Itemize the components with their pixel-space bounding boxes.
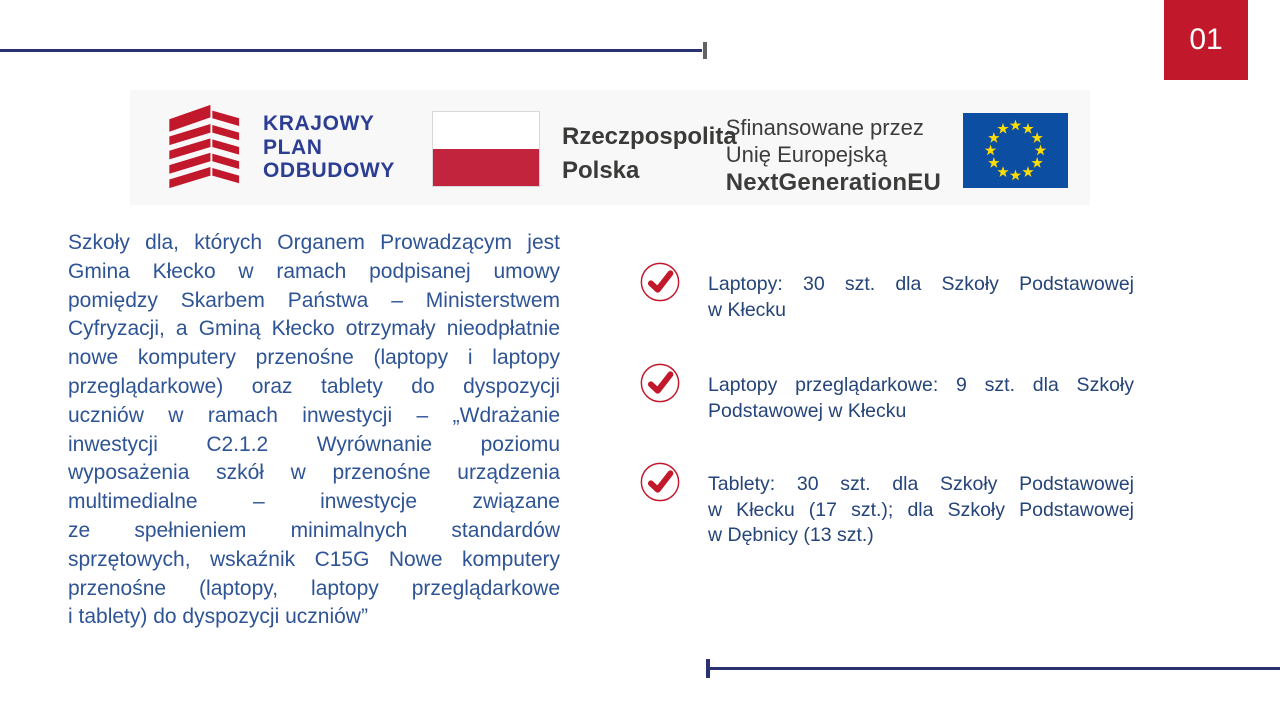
page-number-badge	[1164, 0, 1248, 80]
text-line: ze spełnieniem minimalnych standardów	[68, 518, 560, 542]
text-line: przeglądarkowe) oraz tablety do dyspozycji	[68, 374, 560, 398]
list-item	[640, 262, 1134, 323]
text-line: multimedialne – inwestycje związane	[68, 490, 560, 514]
text-line: w Kłecku	[708, 298, 787, 321]
bullet-list	[640, 262, 1134, 562]
text-line: i tablety) do dyspozycji uczniów”	[68, 605, 368, 629]
poland-label	[562, 111, 737, 188]
top-rule-line	[0, 49, 702, 52]
top-rule-end-tick	[703, 42, 707, 59]
kpo-building-icon	[155, 98, 241, 195]
text-line: Unię Europejską	[725, 142, 888, 167]
text-line: Polska	[562, 157, 640, 184]
text-line: Laptopy: 30 szt. dla Szkoły Podstawowej	[708, 273, 1134, 295]
text-line: wyposażenia szkół w przenośne urządzenia	[68, 461, 560, 485]
list-item	[640, 363, 1134, 424]
check-circle-icon	[640, 462, 680, 502]
list-item	[640, 462, 1134, 549]
text-line: Cyfryzacji, a Gminą Kłecko otrzymały nieodpłatnie	[68, 317, 560, 341]
body-paragraph	[68, 229, 560, 632]
text-line: uczniów w ramach inwestycji – „Wdrażanie	[68, 403, 560, 427]
text-line: w Kłecku (17 szt.); dla Szkoły Podstawowej	[708, 498, 1134, 521]
text-line: ODBUDOWY	[263, 159, 395, 182]
kpo-logo	[155, 98, 395, 195]
eu-funding-lines	[726, 114, 941, 168]
text-line: Podstawowej w Kłecku	[708, 399, 907, 422]
bottom-rule-line	[709, 667, 1280, 670]
text-line: w Dębnicy (13 szt.)	[708, 524, 874, 546]
check-circle-icon	[640, 363, 680, 403]
text-line: sprzętowych, wskaźnik C15G Nowe komputery	[68, 547, 560, 571]
bullet-text	[708, 272, 1134, 323]
text-line: PLAN	[263, 135, 323, 159]
text-line: Szkoły dla, których Organem Prowadzącym jest	[68, 231, 560, 254]
logo-banner	[130, 90, 1090, 205]
text-line: nowe komputery przenośne (laptopy i laptopy	[68, 346, 560, 370]
text-line: przenośne (laptopy, laptopy przeglądarkowe	[68, 576, 560, 600]
eu-program-name: NextGenerationEU	[725, 169, 941, 196]
eu-flag-icon	[963, 113, 1068, 188]
bullet-text	[708, 373, 1134, 424]
text-line: Sfinansowane przez	[725, 115, 924, 140]
text-line: Gmina Kłecko w ramach podpisanej umowy	[68, 259, 560, 283]
check-circle-icon	[640, 262, 680, 302]
eu-funding-logo	[726, 113, 1068, 197]
bullet-text	[708, 472, 1134, 549]
text-line: Laptopy przeglądarkowe: 9 szt. dla Szkoły	[708, 374, 1134, 396]
eu-funding-text	[726, 113, 941, 197]
kpo-logo-text	[263, 98, 395, 183]
text-line: inwestycji C2.1.2 Wyrównanie poziomu	[68, 432, 560, 456]
text-line: Rzeczpospolita	[562, 123, 737, 150]
page-number: 01	[1189, 23, 1223, 56]
text-line: Tablety: 30 szt. dla Szkoły Podstawowej	[708, 473, 1134, 495]
poland-logo	[432, 111, 737, 188]
text-line: KRAJOWY	[263, 112, 375, 135]
poland-flag-icon	[432, 111, 540, 187]
text-line: pomiędzy Skarbem Państwa – Ministerstwem	[68, 288, 560, 312]
